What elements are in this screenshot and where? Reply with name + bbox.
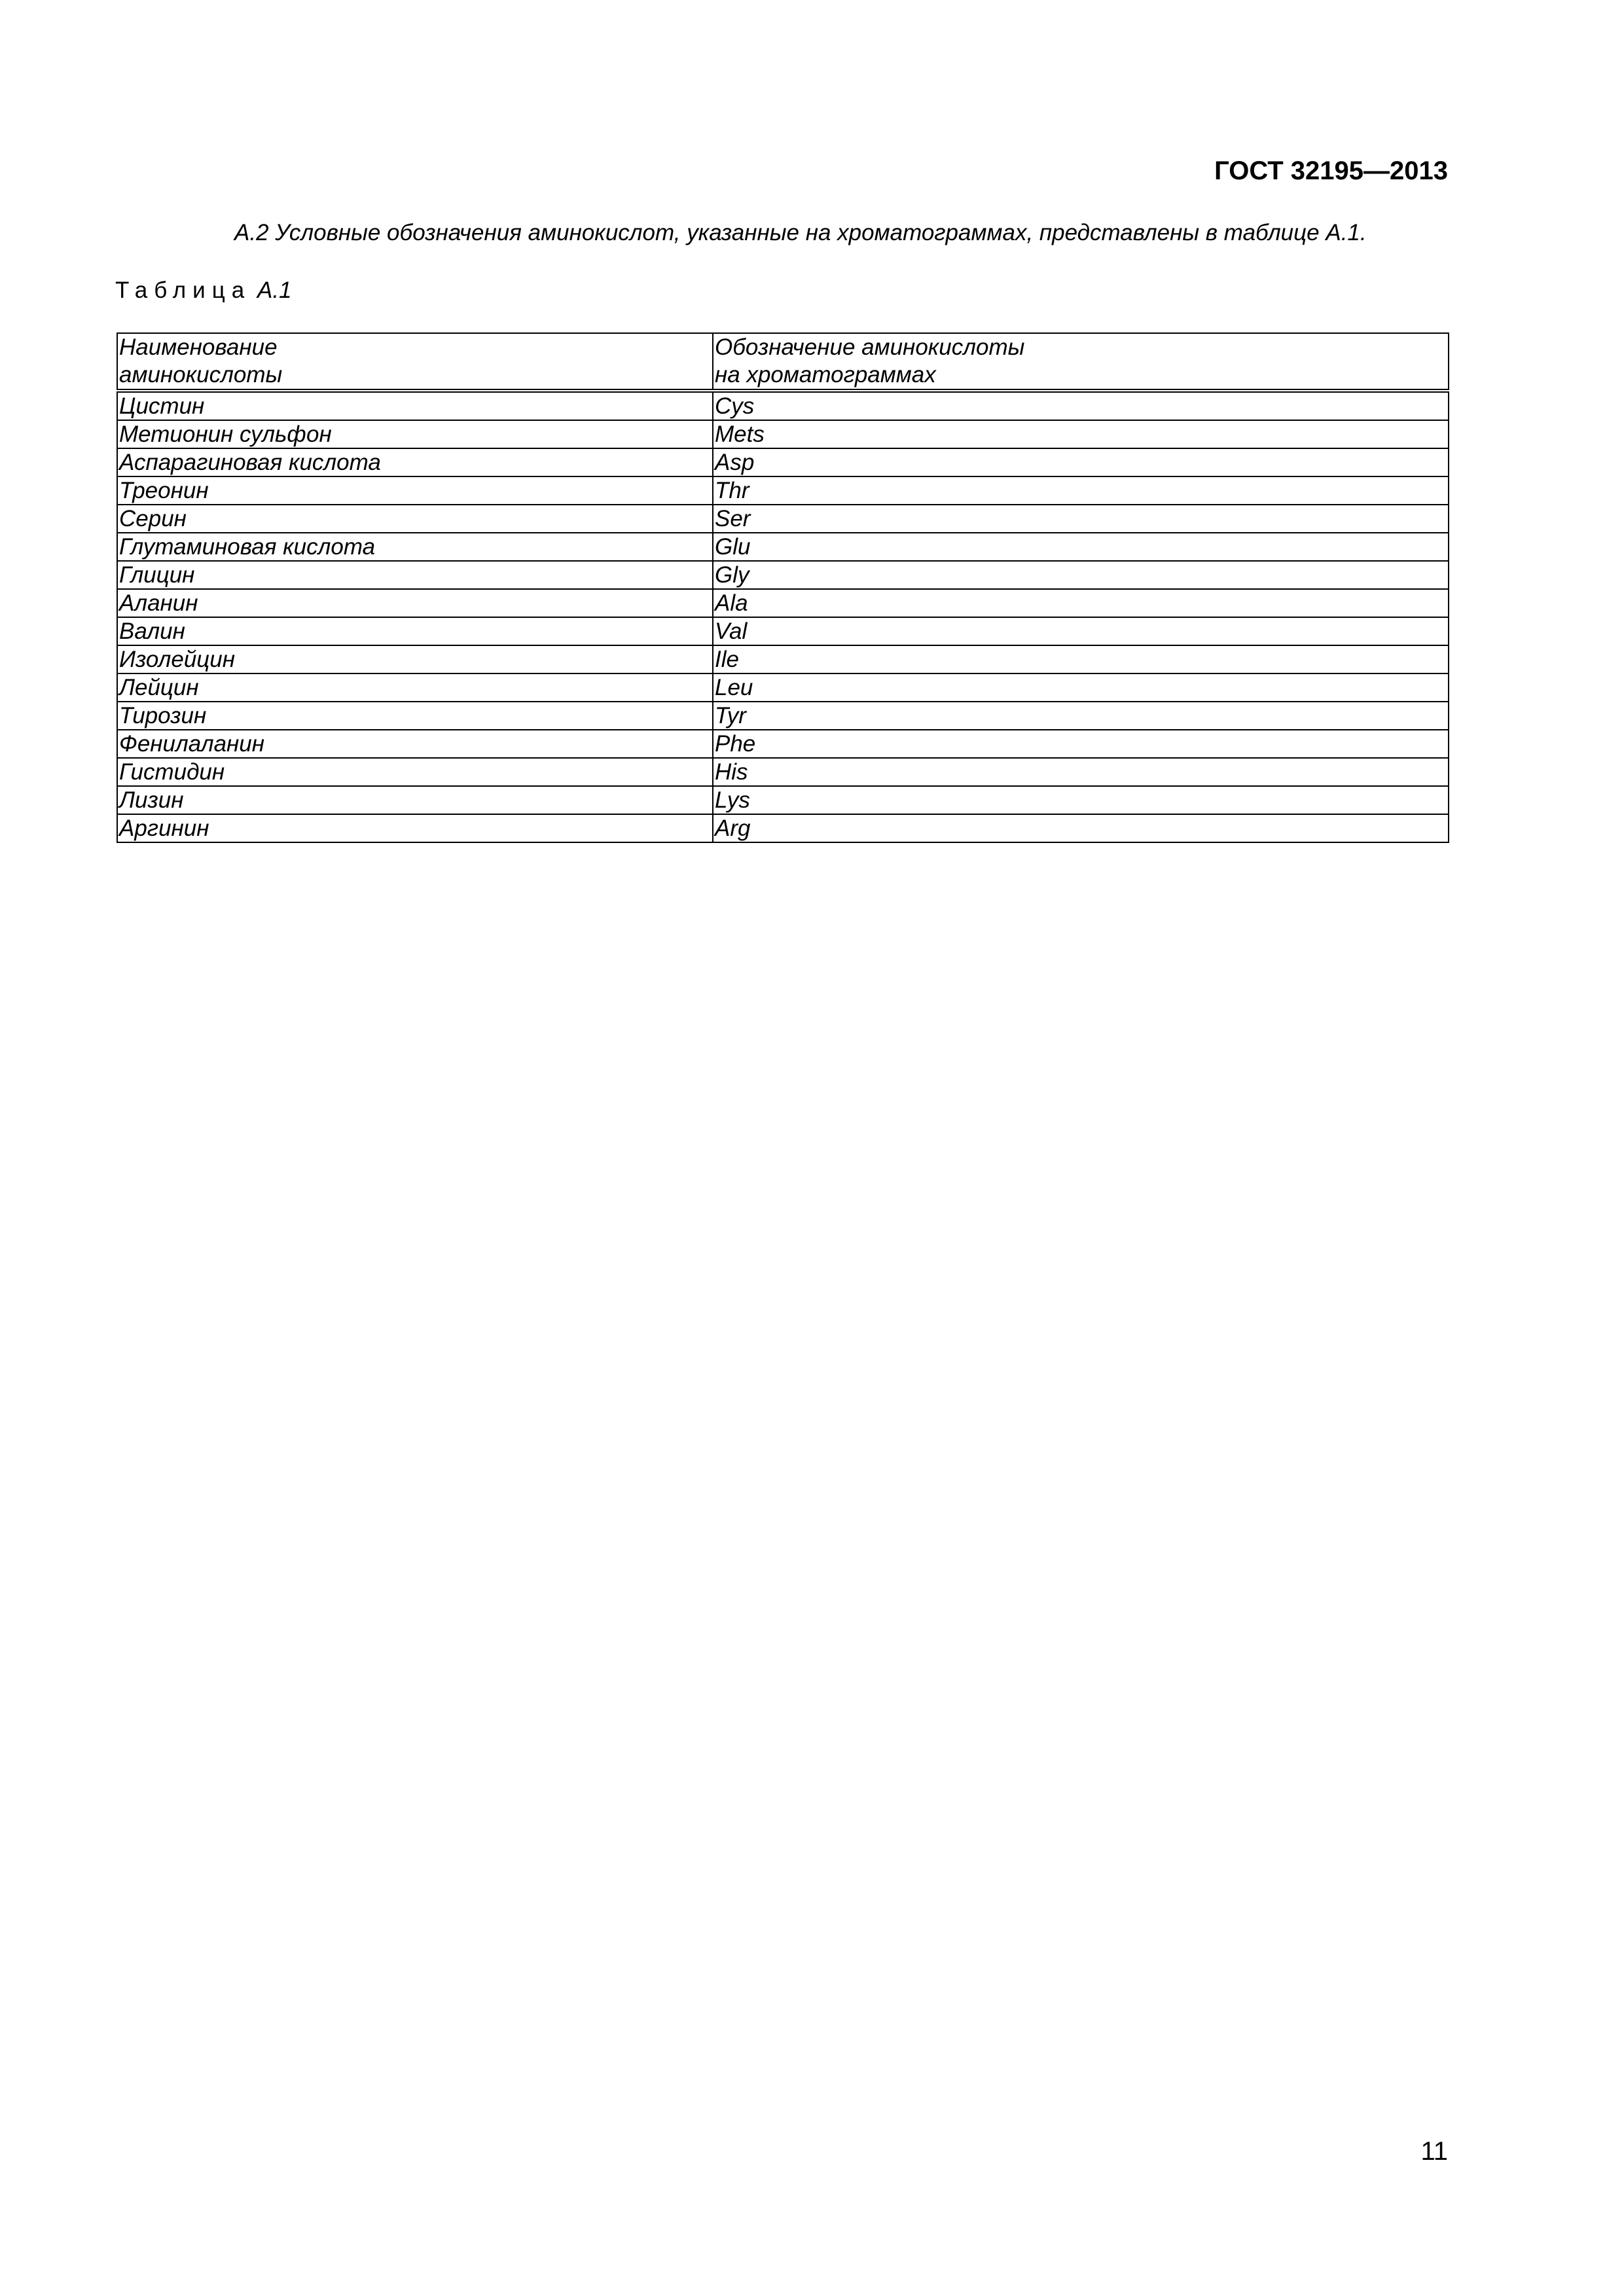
amino-acid-name: Аргинин <box>117 814 713 842</box>
table-row <box>117 533 1449 561</box>
header-col2-line2: на хроматограммах <box>715 362 936 387</box>
table-caption <box>115 276 292 305</box>
standard-designation: ГОСТ 32195—2013 <box>1214 156 1448 185</box>
amino-acid-code: Phe <box>713 730 1449 758</box>
amino-acid-name: Лизин <box>117 786 713 814</box>
table-row <box>117 391 1449 420</box>
table-row <box>117 617 1449 645</box>
table-caption-number: А.1 <box>257 278 292 303</box>
amino-acid-code: Leu <box>713 673 1449 702</box>
amino-acid-name: Аланин <box>117 589 713 617</box>
amino-acid-name: Треонин <box>117 476 713 505</box>
table-row <box>117 758 1449 786</box>
amino-acid-code: Ile <box>713 645 1449 673</box>
amino-acid-name: Валин <box>117 617 713 645</box>
amino-acid-name: Тирозин <box>117 702 713 730</box>
amino-acid-code: Lys <box>713 786 1449 814</box>
amino-acid-code: His <box>713 758 1449 786</box>
amino-acid-name: Аспарагиновая кислота <box>117 448 713 476</box>
amino-acid-name: Глицин <box>117 561 713 589</box>
header-col2-line1: Обозначение аминокислоты <box>715 334 1025 360</box>
table-row <box>117 505 1449 533</box>
intro-paragraph: А.2 Условные обозначения аминокислот, указанные на хроматограммах, представлены в таблице А.1. <box>234 220 1367 245</box>
amino-acid-code: Arg <box>713 814 1449 842</box>
amino-acid-code: Val <box>713 617 1449 645</box>
amino-acid-table <box>117 332 1449 843</box>
amino-acid-name: Гистидин <box>117 758 713 786</box>
amino-acid-code: Ala <box>713 589 1449 617</box>
table-row <box>117 420 1449 448</box>
table-row <box>117 814 1449 842</box>
table-header-row <box>117 333 1449 391</box>
amino-acid-name: Цистин <box>117 391 713 420</box>
amino-acid-code: Tyr <box>713 702 1449 730</box>
table-row <box>117 645 1449 673</box>
table-row <box>117 589 1449 617</box>
amino-acid-name: Лейцин <box>117 673 713 702</box>
amino-acid-code: Asp <box>713 448 1449 476</box>
amino-acid-name: Фенилаланин <box>117 730 713 758</box>
amino-acid-code: Cys <box>713 391 1449 420</box>
amino-acid-code: Gly <box>713 561 1449 589</box>
header-col1-line1: Наименование <box>119 334 278 360</box>
table-row <box>117 673 1449 702</box>
table-row <box>117 448 1449 476</box>
amino-acid-code: Ser <box>713 505 1449 533</box>
table-row <box>117 561 1449 589</box>
table-caption-word: Таблица <box>115 278 251 303</box>
amino-acid-code: Glu <box>713 533 1449 561</box>
amino-acid-name: Глутаминовая кислота <box>117 533 713 561</box>
amino-acid-code: Thr <box>713 476 1449 505</box>
header-amino-acid-code <box>713 333 1449 391</box>
amino-acid-name: Метионин сульфон <box>117 420 713 448</box>
table-row <box>117 730 1449 758</box>
header-col1-line2: аминокислоты <box>119 362 283 387</box>
table-row <box>117 786 1449 814</box>
table-row <box>117 476 1449 505</box>
amino-acid-name: Серин <box>117 505 713 533</box>
page-number: 11 <box>1420 2137 1448 2166</box>
header-amino-acid-name <box>117 333 713 391</box>
table-row <box>117 702 1449 730</box>
amino-acid-code: Mets <box>713 420 1449 448</box>
amino-acid-name: Изолейцин <box>117 645 713 673</box>
